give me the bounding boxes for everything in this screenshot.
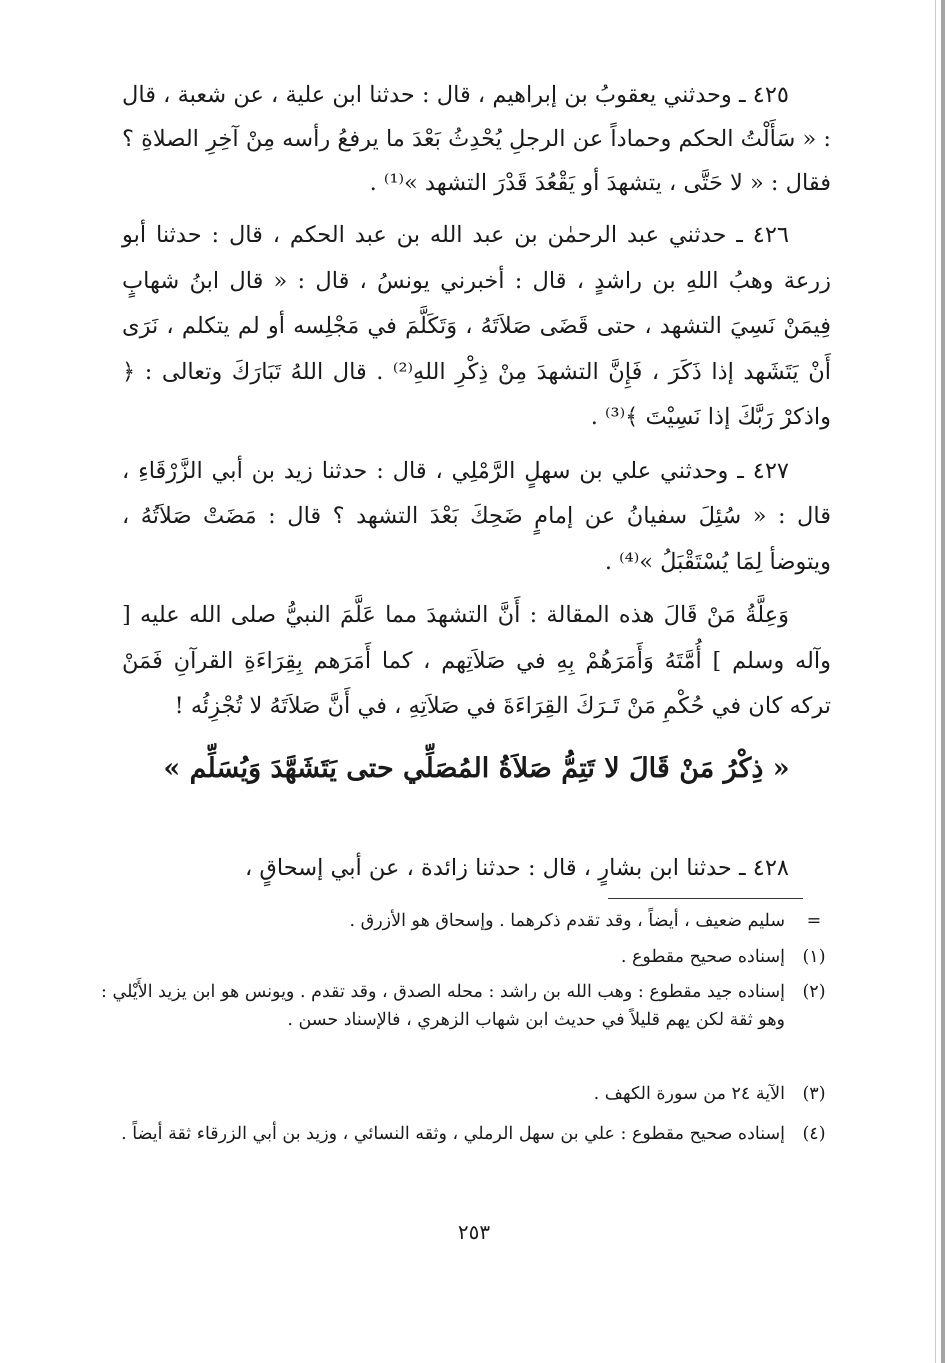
- section-heading: « ذِكْرُ مَنْ قَالَ لا تَتِمُّ صَلاَةُ المُصَلِّي حتى يَتَشَهَّدَ وَيُسَلِّم »: [163, 753, 790, 784]
- paragraph-reasoning: وَعِلَّةُ مَنْ قَالَ هذه المقالة : أَنَّ التشهدَ مما عَلَّمَ النبيُّ صلى الله عليه [ وآله وسلم ] أُمَّتَهُ وَأَمَرَهُمْ بِهِ في صَلاَتِهم ، كما أَمَرَهم بِقِرَاءَةِ القرآنِ فَمَنْ تركه كان في حُكْمِ مَنْ تَـرَكَ القِرَاءَةَ في صَلاَتِهِ ، في أَنَّ صَلاَتَهُ لا تُجْزِئُه !: [122, 602, 831, 719]
- page-number: ٢٥٣: [457, 1220, 491, 1244]
- footnote-number: (١): [802, 947, 826, 967]
- paragraph-428: ٤٢٨ ـ حدثنا ابن بشارٍ ، قال : حدثنا زائدة ، عن أبي إسحاقٍ ،: [245, 855, 789, 881]
- footnote-number: (٢): [802, 982, 826, 1002]
- paragraph-427: ٤٢٧ ـ وحدثني علي بن سهلٍ الرَّمْلِي ، قال : حدثنا زيد بن أبي الزَّرْقَاءِ ، قال : « سُئِلَ سفيانُ عن إمامٍ ضَحِكَ بَعْدَ التشهد ؟ قال : مَضَتْ صَلاَتُهُ ، ويتوضأ لِمَا يُسْتَقْبَلُ »⁽⁴⁾ .: [122, 457, 831, 575]
- footnote-3: [101, 1080, 831, 1108]
- footnote-1: [101, 943, 831, 971]
- paragraph-426: ٤٢٦ ـ حدثني عبد الرحمٰن بن عبد الله بن عبد الحكم ، قال : حدثنا أبو زرعة وهبُ اللهِ بن راشدٍ ، قال : أخبرني يونسُ ، قال : « قال ابنُ شهابٍ فِيمَنْ نَسِيَ التشهد ، حتى قَضَى صَلاَتَهُ ، وَتَكَلَّمَ في مَجْلِسه أو لم يتكلم ، نَرَى أَنْ يَتَشَهد إذا ذَكَرَ ، فَإِنَّ التشهدَ مِنْ ذِكْرِ اللهِ⁽²⁾ . قال اللهُ تَبَارَكَ وتعالى : ﴿ واذكرْ رَبَّكَ إذا نَسِيْتَ ﴾⁽³⁾ .: [122, 222, 831, 430]
- footnote-number: (٤): [802, 1124, 826, 1144]
- page-edge-line: [935, 0, 936, 1363]
- paragraph-425: ٤٢٥ ـ وحدثني يعقوبُ بن إبراهيم ، قال : حدثنا ابن علية ، عن شعبة ، قال : « سَأَلْتُ الحكم وحماداً عن الرجلِ يُحْدِثُ بَعْدَ ما يرفعُ رأسه مِنْ آخِرِ الصلاةِ ؟ فقال : « لا حَتَّى ، يتشهدَ أو يَقْعُدَ قَدْرَ التشهد »⁽¹⁾ .: [122, 82, 831, 196]
- footnote-4: [101, 1120, 831, 1148]
- page-edge-shadow: [941, 0, 945, 1363]
- main-text: [122, 73, 831, 738]
- footnote-continuation: [101, 907, 831, 935]
- footnote-2: [101, 978, 831, 1034]
- footnote-text: إسناده صحيح مقطوع : علي بن سهل الرملي ، وثقه النسائي ، وزيد بن أبي الزرقاء ثقة أيضاً .: [121, 1124, 785, 1144]
- footnote-continuation-mark: =: [806, 911, 822, 931]
- footnote-text: إسناده صحيح مقطوع .: [620, 947, 785, 967]
- footnote-number: (٣): [802, 1084, 826, 1104]
- footnote-text: الآية ٢٤ من سورة الكهف .: [593, 1084, 785, 1104]
- footnote-separator: [608, 898, 803, 899]
- footnote-text: سليم ضعيف ، أيضاً ، وقد تقدم ذكرهما . وإسحاق هو الأزرق .: [349, 911, 785, 931]
- footnote-text: إسناده جيد مقطوع : وهب الله بن راشد : محله الصدق ، وقد تقدم . ويونس هو ابن يزيد الأَيْلي : وهو ثقة لكن يهم قليلاً في حديث ابن شهاب الزهري ، فالإسناد حسن .: [101, 982, 785, 1030]
